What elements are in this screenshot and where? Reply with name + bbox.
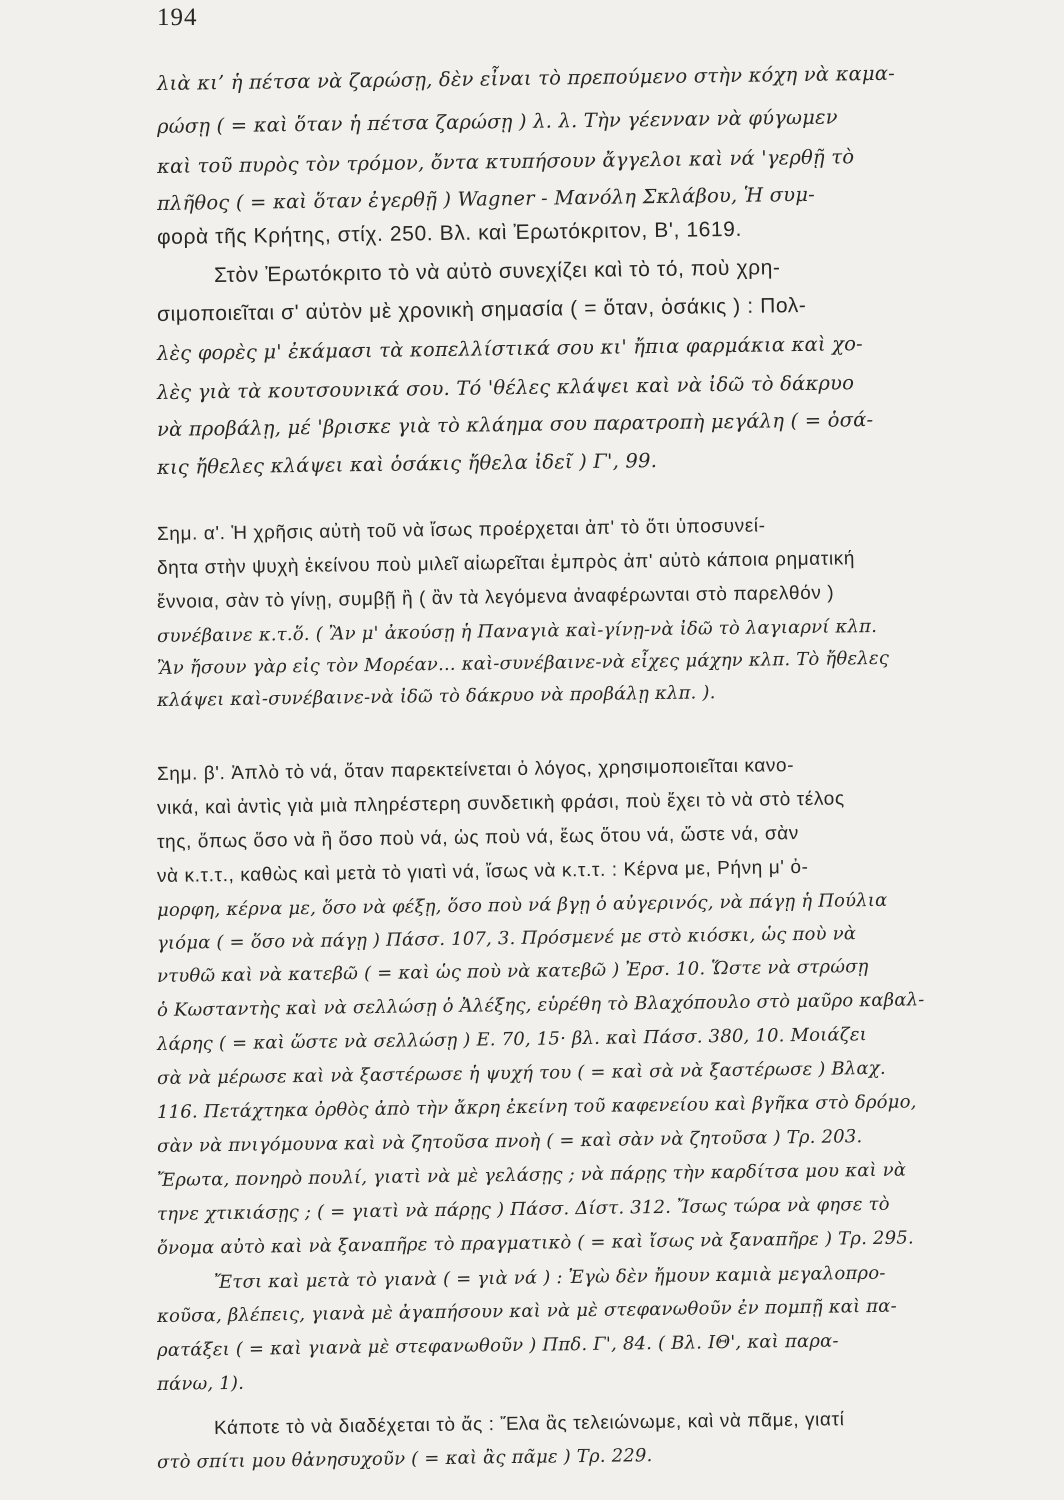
- text-line: μορφη, κέρνα με, ὅσο νὰ φέξῃ, ὅσο ποὺ νά βγῃ ὁ αὐγερινός, νὰ πάγῃ ἡ Πούλια: [156, 889, 888, 921]
- text-line: λιὰ κι’ ἡ πέτσα νὰ ζαρώσῃ, δὲν εἶναι τὸ πρεπούμενο στὴν κόχη νὰ καμα-: [156, 61, 896, 95]
- text-line: σιμοποιεῖται σ' αὐτὸν μὲ χρονικὴ σημασία ( = ὅταν, ὁσάκις ) : Πολ-: [156, 293, 807, 326]
- text-line: φορὰ τῆς Κρήτης, στίχ. 250. Βλ. καὶ Ἐρωτόκριτον, Β', 1619.: [156, 217, 743, 249]
- text-line: ἔννοια, σὰν τὸ γίνῃ, συμβῇ ἢ ( ἂν τὰ λεγόμενα ἀναφέρωνται στὸ παρελθόν ): [156, 582, 835, 613]
- text-line: Στὸν Ἐρωτόκριτο τὸ νὰ αὐτὸ συνεχίζει καὶ τὸ τό, ποὺ χρη-: [213, 256, 781, 287]
- text-line: πάνω, 1).: [156, 1372, 245, 1395]
- text-line: Ἔτσι καὶ μετὰ τὸ γιανὰ ( = γιὰ νά ) : Ἐγὼ δὲν ἤμουν καμιὰ μεγαλοπρο-: [213, 1262, 886, 1293]
- text-line: κλάψει καὶ-συνέβαινε-νὰ ἰδῶ τὸ δάκρυο νὰ προβάλῃ κλπ. ).: [156, 682, 716, 711]
- text-line: σὰ νὰ μέρωσε καὶ νὰ ξαστέρωσε ἡ ψυχή του ( = καὶ σὰ νὰ ξαστέρωσε ) Βλαχ.: [156, 1057, 886, 1089]
- text-line: τηνε χτικιάσῃς ; ( = γιατὶ νὰ πάρῃς ) Πάσσ. Δίστ. 312. Ἴσως τώρα νὰ φησε τὸ: [156, 1193, 890, 1225]
- text-line: Σημ. α'. Ἡ χρῆσις αὐτὴ τοῦ νὰ ἴσως προέρχεται ἀπ' τὸ ὅτι ὑποσυνεί-: [156, 515, 766, 545]
- text-line: Ἔρωτα, πονηρὸ πουλί, γιατὶ νὰ μὲ γελάσῃς ; νὰ πάρῃς τὴν καρδίτσα μου καὶ νὰ: [156, 1159, 907, 1191]
- text-line: νὰ προβάλῃ, μέ 'βρισκε γιὰ τὸ κλάημα σου παρατροπὴ μεγάλη ( = ὁσά-: [156, 407, 874, 441]
- text-line: λάρης ( = καὶ ὥστε νὰ σελλώσῃ ) Ε. 70, 15· βλ. καὶ Πάσσ. 380, 10. Μοιάζει: [156, 1024, 868, 1055]
- text-line: ντυθῶ καὶ νὰ κατεβῶ ( = καὶ ὡς ποὺ νὰ κατεβῶ ) Ἐρσ. 10. Ὥστε νὰ στρώσῃ: [156, 956, 869, 987]
- text-line: σὰν νὰ πνιγόμουνα καὶ νὰ ζητοῦσα πνοὴ ( = καὶ σὰν νὰ ζητοῦσα ) Τρ. 203.: [156, 1126, 863, 1157]
- text-line: της, ὅπως ὅσο νὰ ἢ ὅσο ποὺ νά, ὡς ποὺ νά, ἕως ὅτου νά, ὥστε νά, σὰν: [156, 823, 800, 853]
- text-line: συνέβαινε κ.τ.ὅ. ( Ἂν μ' ἀκούσῃ ἡ Παναγιὰ καὶ-γίνῃ-νὰ ἰδῶ τὸ λαγιαρνί κλπ.: [156, 615, 878, 647]
- text-line: κοῦσα, βλέπεις, γιανὰ μὲ ἀγαπήσουν καὶ νὰ μὲ στεφανωθοῦν ἐν πομπῇ καὶ πα-: [156, 1295, 898, 1327]
- text-line: λὲς γιὰ τὰ κουτσουνικά σου. Τό 'θέλες κλάψει καὶ νὰ ἰδῶ τὸ δάκρυο: [156, 371, 855, 404]
- text-line: ὄνομα αὐτὸ καὶ νὰ ξαναπῆρε τὸ πραγματικὸ ( = καὶ ἴσως νὰ ξαναπῆρε ) Τρ. 295.: [156, 1227, 914, 1259]
- text-line: 116. Πετάχτηκα ὀρθὸς ἀπὸ τὴν ἄκρη ἐκείνη τοῦ καφενείου καὶ βγῆκα στὸ δρόμο,: [156, 1091, 917, 1123]
- text-line: Κάποτε τὸ νὰ διαδέχεται τὸ ἄς : Ἔλα ἂς τελειώνωμε, καὶ νὰ πᾶμε, γιατί: [213, 1409, 845, 1439]
- text-line: καὶ τοῦ πυρὸς τὸν τρόμον, ὄντα κτυπήσουν ἄγγελοι καὶ νά 'γερθῇ τὸ: [156, 145, 855, 178]
- text-line: ρώσῃ ( = καὶ ὅταν ἡ πέτσα ζαρώσῃ ) λ. λ. Τὴν γέενναν νὰ φύγωμεν: [156, 105, 838, 138]
- text-line: ρατάξει ( = καὶ γιανὰ μὲ στεφανωθοῦν ) Ππδ. Γ', 84. ( Βλ. ΙΘ', καὶ παρα-: [156, 1330, 839, 1361]
- text-line: γιόμα ( = ὅσο νὰ πάγῃ ) Πάσσ. 107, 3. Πρόσμενέ με στὸ κιόσκι, ὡς ποὺ νὰ: [156, 923, 857, 954]
- text-line: δητα στὴν ψυχὴ ἐκείνου ποὺ μιλεῖ αἰωρεῖται ἐμπρὸς ἀπ' αὐτὸ κάποια ρηματική: [156, 548, 856, 579]
- text-line: κις ἤθελες κλάψει καὶ ὁσάκις ἤθελα ἰδεῖ ) Γ', 99.: [156, 449, 658, 479]
- text-line: νικά, καὶ ἀντὶς γιὰ μιὰ πληρέστερη συνδετικὴ φράσι, ποὺ ἔχει τὸ νὰ στὸ τέλος: [156, 788, 845, 819]
- text-line: ὁ Κωσταντὴς καὶ νὰ σελλώσῃ ὁ Ἀλέξης, εὑρέθη τὸ Βλαχόπουλο στὸ μαῦρο καβαλ-: [156, 989, 925, 1021]
- text-line: Ἂν ἤσουν γὰρ εἰς τὸν Μορέαν... καὶ-συνέβαινε-νὰ εἶχες μάχην κλπ. Τὸ ἤθελες: [156, 647, 890, 679]
- text-line: λὲς φορὲς μ' ἐκάμασι τὰ κοπελλίστικά σου κι' ἤπια φαρμάκια καὶ χο-: [156, 332, 864, 365]
- text-line: στὸ σπίτι μου θἀνησυχοῦν ( = καὶ ἂς πᾶμε ) Τρ. 229.: [156, 1445, 653, 1473]
- text-line: πλῆθος ( = καὶ ὅταν ἐγερθῇ ) Wagner - Μανόλη Σκλάβου, Ἡ συμ-: [156, 182, 816, 215]
- text-line: νὰ κ.τ.τ., καθὼς καὶ μετὰ τὸ γιατὶ νά, ἴσως νὰ κ.τ.τ. : Κέρνα με, Ρήνη μ' ὀ-: [156, 856, 809, 887]
- text-line: Σημ. β'. Ἁπλὸ τὸ νά, ὅταν παρεκτείνεται ὁ λόγος, χρησιμοποιεῖται κανο-: [156, 755, 795, 785]
- page-number: 194: [157, 4, 198, 31]
